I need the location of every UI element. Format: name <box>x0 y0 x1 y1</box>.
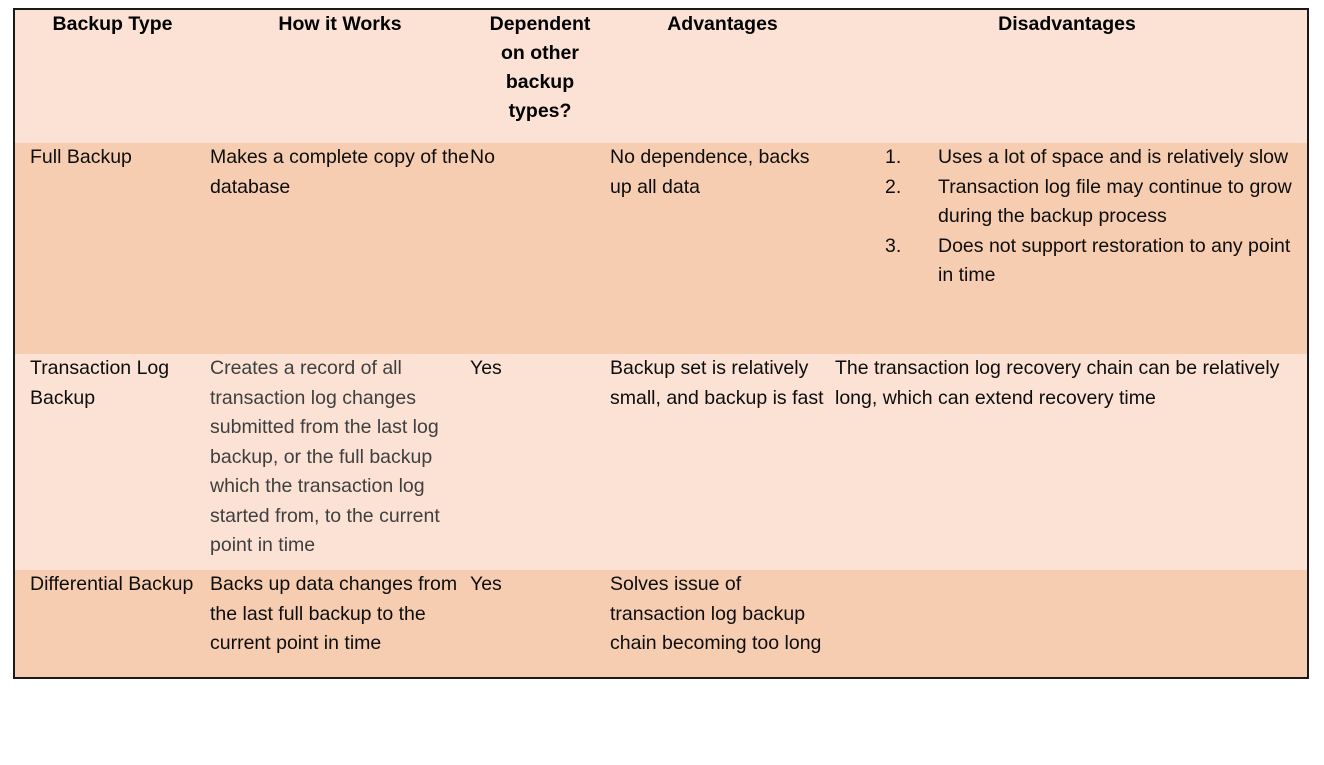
cell-how-it-works <box>210 143 470 354</box>
cell-backup-type <box>14 354 210 570</box>
cell-disadvantages <box>835 354 1308 570</box>
column-header-disadvantages <box>835 9 1308 143</box>
disadvantages-value: The transaction log recovery chain can be relatively long, which can extend recovery time <box>835 357 1280 409</box>
advantages-value: Backup set is relatively small, and backup is fast <box>610 357 824 409</box>
how-it-works-value: Makes a complete copy of the database <box>210 146 470 198</box>
column-header-dependent <box>470 9 610 143</box>
backup-type-value: Transaction Log Backup <box>30 357 170 409</box>
cell-backup-type <box>14 143 210 354</box>
column-header-disadvantages-label: Disadvantages <box>998 13 1136 35</box>
column-header-advantages-label: Advantages <box>667 13 778 35</box>
cell-disadvantages <box>835 570 1308 678</box>
cell-advantages <box>610 570 835 678</box>
table-row <box>14 354 1308 570</box>
cell-how-it-works <box>210 570 470 678</box>
column-header-dependent-line-4: types? <box>508 100 572 122</box>
column-header-backup-type <box>14 9 210 143</box>
backup-types-comparison-table <box>13 8 1309 679</box>
how-it-works-value: Backs up data changes from the last full backup to the current point in time <box>210 573 458 654</box>
list-item: Does not support restoration to any point in time <box>938 234 1291 286</box>
dependent-value: Yes <box>470 573 502 595</box>
backup-type-value: Full Backup <box>30 146 132 168</box>
how-it-works-value: Creates a record of all transaction log changes submitted from the last log backup, or the full backup which the transaction log started from, to the current point in time <box>210 357 440 556</box>
list-item: Transaction log file may continue to grow during the backup process <box>938 175 1292 227</box>
disadvantages-numbered-list <box>835 143 1307 291</box>
table-body <box>14 143 1308 678</box>
advantages-value: Solves issue of transaction log backup chain becoming too long <box>610 573 822 654</box>
cell-advantages <box>610 143 835 354</box>
backup-type-value: Differential Backup <box>30 573 194 595</box>
table-header-row <box>14 9 1308 143</box>
cell-dependent <box>470 570 610 678</box>
column-header-how-it-works-label: How it Works <box>278 13 402 35</box>
table-header <box>14 9 1308 143</box>
column-header-how-it-works <box>210 9 470 143</box>
column-header-dependent-line-2: on other <box>501 42 579 64</box>
cell-dependent <box>470 143 610 354</box>
cell-backup-type <box>14 570 210 678</box>
column-header-advantages <box>610 9 835 143</box>
cell-disadvantages <box>835 143 1308 354</box>
table-row <box>14 570 1308 678</box>
column-header-backup-type-label: Backup Type <box>52 13 173 35</box>
cell-advantages <box>610 354 835 570</box>
list-item: Uses a lot of space and is relatively slow <box>938 146 1289 168</box>
table-row <box>14 143 1308 354</box>
dependent-value: No <box>470 146 495 168</box>
cell-how-it-works <box>210 354 470 570</box>
advantages-value: No dependence, backs up all data <box>610 146 810 198</box>
column-header-dependent-line-3: backup <box>505 71 575 93</box>
column-header-dependent-line-1: Dependent <box>489 13 591 35</box>
cell-dependent <box>470 354 610 570</box>
dependent-value: Yes <box>470 357 502 379</box>
